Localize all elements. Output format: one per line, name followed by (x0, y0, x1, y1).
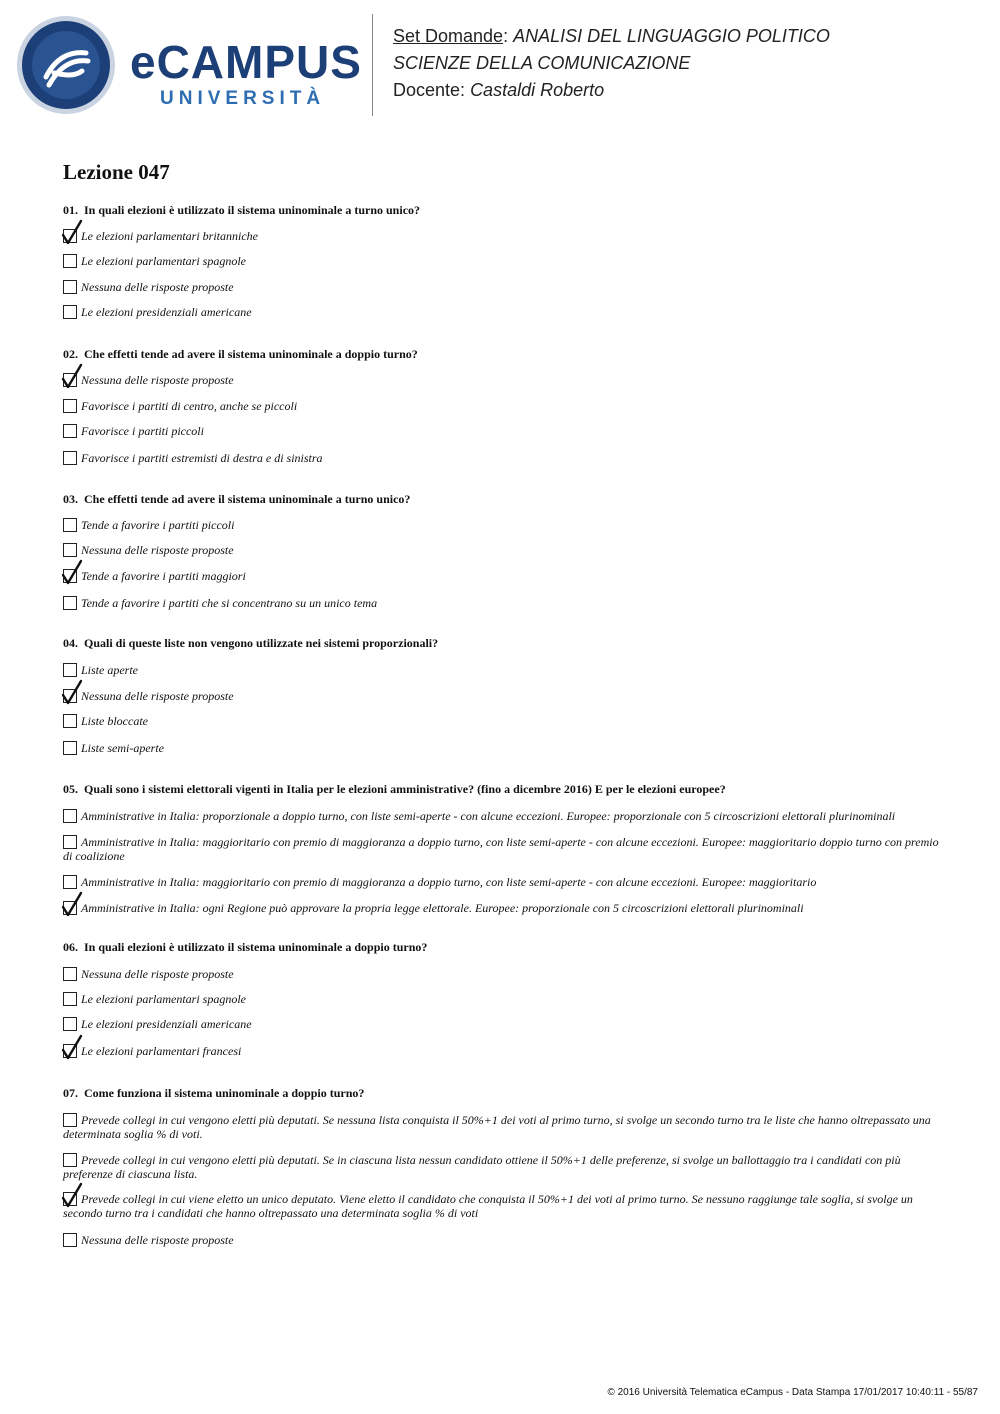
answer-label: Liste bloccate (81, 714, 148, 728)
question-text (63, 636, 943, 651)
answer-checkbox[interactable] (63, 254, 77, 268)
answer-label: Favorisce i partiti estremisti di destra e di sinistra (81, 451, 323, 465)
question-number: 06. (63, 940, 78, 954)
answer-label: Amministrative in Italia: maggioritario con premio di maggioranza a doppio turno, con liste semi-aperte - con alcune eccezioni. Europee: maggioritario (81, 875, 817, 889)
ecampus-logo-icon (16, 15, 116, 115)
question-2 (63, 347, 943, 465)
answer-option[interactable] (63, 875, 943, 889)
logo-subtitle: UNIVERSITÀ (160, 88, 326, 109)
logo-wordmark: eCAMPUS (130, 36, 362, 88)
question-label: Quali di queste liste non vengono utilizzate nei sistemi proporzionali? (84, 636, 439, 650)
answer-checkbox[interactable] (63, 424, 77, 438)
question-text (63, 492, 943, 507)
answer-label: Prevede collegi in cui vengono eletti più deputati. Se nessuna lista conquista il 50%+1 dei voti al primo turno, si svolge un secondo turno tra le liste che hanno oltrepassato una determinata soglia % di voti. (63, 1113, 931, 1141)
answer-option[interactable] (63, 835, 943, 863)
course-name: ANALISI DEL LINGUAGGIO POLITICO (513, 26, 830, 46)
answer-option[interactable] (63, 451, 943, 465)
checkmark-icon (61, 559, 83, 585)
checkmark-icon (61, 679, 83, 705)
answer-option[interactable] (63, 399, 943, 413)
answer-checkbox[interactable] (63, 835, 77, 849)
checkmark-icon (61, 363, 83, 389)
answer-label: Nessuna delle risposte proposte (81, 543, 234, 557)
answer-label: Tende a favorire i partiti maggiori (81, 569, 246, 583)
question-label: Come funziona il sistema uninominale a doppio turno? (84, 1086, 365, 1100)
answer-label: Le elezioni parlamentari spagnole (81, 992, 246, 1006)
answer-option[interactable] (63, 596, 943, 610)
answer-checkbox[interactable] (63, 543, 77, 557)
teacher-label: Docente: (393, 80, 466, 100)
answer-label: Nessuna delle risposte proposte (81, 689, 234, 703)
question-label: In quali elezioni è utilizzato il sistema uninominale a turno unico? (84, 203, 421, 217)
question-4 (63, 636, 943, 755)
answer-label: Le elezioni parlamentari britanniche (81, 229, 258, 243)
answer-checkbox[interactable] (63, 280, 77, 294)
answer-option[interactable] (63, 967, 943, 981)
checkmark-icon (61, 891, 83, 917)
answer-checkbox[interactable] (63, 305, 77, 319)
degree-name: SCIENZE DELLA COMUNICAZIONE (393, 53, 691, 73)
answer-checkbox[interactable] (63, 992, 77, 1006)
answer-label: Liste semi-aperte (81, 741, 164, 755)
question-label: Che effetti tende ad avere il sistema uninominale a turno unico? (84, 492, 411, 506)
question-text (63, 940, 943, 955)
answer-option[interactable] (63, 901, 943, 915)
answer-option[interactable] (63, 424, 943, 438)
page-footer: © 2016 Università Telematica eCampus - Data Stampa 17/01/2017 10:40:11 - 55/87 (607, 1387, 978, 1398)
answer-option[interactable] (63, 689, 943, 703)
answer-label: Favorisce i partiti di centro, anche se piccoli (81, 399, 298, 413)
answer-label: Amministrative in Italia: proporzionale a doppio turno, con liste semi-aperte - con alcune eccezioni. Europee: proporzionale con 5 circoscrizioni elettorali plurinominali (81, 809, 896, 823)
answer-label: Prevede collegi in cui vengono eletti più deputati. Se in ciascuna lista nessun candidato ottiene il 50%+1 delle preferenze, si svolge un ballottaggio tra i candidati con più preferenze di ciascuna lista. (63, 1153, 901, 1181)
answer-option[interactable] (63, 543, 943, 557)
answer-checkbox[interactable] (63, 1113, 77, 1127)
answer-label: Favorisce i partiti piccoli (81, 424, 204, 438)
header-divider (372, 14, 373, 116)
question-3 (63, 492, 943, 610)
answer-label: Le elezioni presidenziali americane (81, 1017, 252, 1031)
answer-checkbox[interactable] (63, 451, 77, 465)
answer-checkbox[interactable] (63, 714, 77, 728)
answer-option[interactable] (63, 1192, 943, 1220)
answer-label: Prevede collegi in cui viene eletto un unico deputato. Viene eletto il candidato che conquista il 50%+1 dei voti al primo turno. Se nessuno raggiunge tale soglia, si svolge un secondo turno tra i candidati che hanno oltrepassato una determinata soglia % di voti (63, 1192, 913, 1220)
question-7 (63, 1086, 943, 1247)
question-text (63, 203, 943, 218)
answer-label: Le elezioni parlamentari francesi (81, 1044, 242, 1058)
question-label: Che effetti tende ad avere il sistema uninominale a doppio turno? (84, 347, 418, 361)
answer-option[interactable] (63, 992, 943, 1006)
answer-option[interactable] (63, 569, 943, 583)
answer-label: Le elezioni parlamentari spagnole (81, 254, 246, 268)
answer-checkbox[interactable] (63, 596, 77, 610)
answer-label: Amministrative in Italia: maggioritario con premio di maggioranza a doppio turno, con liste semi-aperte - con alcune eccezioni. Europee: maggioritario doppio turno con premio di coalizione (63, 835, 939, 863)
checkmark-icon (61, 219, 83, 245)
answer-checkbox[interactable] (63, 875, 77, 889)
answer-option[interactable] (63, 741, 943, 755)
answer-label: Amministrative in Italia: ogni Regione può approvare la propria legge elettorale. Europee: proporzionale con 5 circoscrizioni elettorali plurinominali (81, 901, 804, 915)
answer-option[interactable] (63, 714, 943, 728)
answer-option[interactable] (63, 1044, 943, 1058)
answer-option[interactable] (63, 254, 943, 268)
answer-label: Nessuna delle risposte proposte (81, 1233, 234, 1247)
answer-option[interactable] (63, 1153, 943, 1181)
question-label: In quali elezioni è utilizzato il sistema uninominale a doppio turno? (84, 940, 428, 954)
answer-option[interactable] (63, 305, 943, 319)
answer-label: Nessuna delle risposte proposte (81, 373, 234, 387)
question-1 (63, 203, 943, 319)
answer-checkbox[interactable] (63, 1017, 77, 1031)
course-info: Set Domande: ANALISI DEL LINGUAGGIO POLITICO SCIENZE DELLA COMUNICAZIONE Docente: Castaldi Roberto (393, 26, 830, 100)
answer-checkbox[interactable] (63, 741, 77, 755)
question-number: 04. (63, 636, 78, 650)
question-number: 07. (63, 1086, 78, 1100)
question-label: Quali sono i sistemi elettorali vigenti in Italia per le elezioni amministrative? (fino a dicembre 2016) E per le elezioni europee? (84, 782, 726, 796)
answer-option[interactable] (63, 229, 943, 243)
question-text (63, 1086, 943, 1101)
answer-checkbox[interactable] (63, 518, 77, 532)
answer-option[interactable] (63, 373, 943, 387)
answer-option[interactable] (63, 809, 943, 823)
answer-label: Tende a favorire i partiti che si concentrano su un unico tema (81, 596, 378, 610)
checkmark-icon (61, 1034, 83, 1060)
answer-checkbox[interactable] (63, 1233, 77, 1247)
answer-label: Tende a favorire i partiti piccoli (81, 518, 235, 532)
answer-option[interactable] (63, 663, 943, 677)
answer-option[interactable] (63, 518, 943, 532)
question-5 (63, 782, 943, 915)
page-header (0, 0, 1000, 130)
lesson-title: Lezione 047 (63, 160, 170, 184)
question-6 (63, 940, 943, 1058)
answer-checkbox[interactable] (63, 663, 77, 677)
answer-option[interactable] (63, 280, 943, 294)
question-number: 01. (63, 203, 78, 217)
answer-checkbox[interactable] (63, 399, 77, 413)
answer-checkbox[interactable] (63, 809, 77, 823)
teacher-name: Castaldi Roberto (470, 80, 605, 100)
question-text (63, 347, 943, 362)
answer-label: Nessuna delle risposte proposte (81, 280, 234, 294)
answer-label: Nessuna delle risposte proposte (81, 967, 234, 981)
answer-option[interactable] (63, 1113, 943, 1141)
question-number: 05. (63, 782, 78, 796)
question-text (63, 782, 943, 797)
answer-label: Le elezioni presidenziali americane (81, 305, 252, 319)
answer-option[interactable] (63, 1017, 943, 1031)
checkmark-icon (61, 1182, 83, 1208)
answer-checkbox[interactable] (63, 967, 77, 981)
answer-option[interactable] (63, 1233, 943, 1247)
answer-label: Liste aperte (81, 663, 138, 677)
question-number: 02. (63, 347, 78, 361)
set-label: Set Domande (393, 26, 504, 46)
question-number: 03. (63, 492, 78, 506)
answer-checkbox[interactable] (63, 1153, 77, 1167)
